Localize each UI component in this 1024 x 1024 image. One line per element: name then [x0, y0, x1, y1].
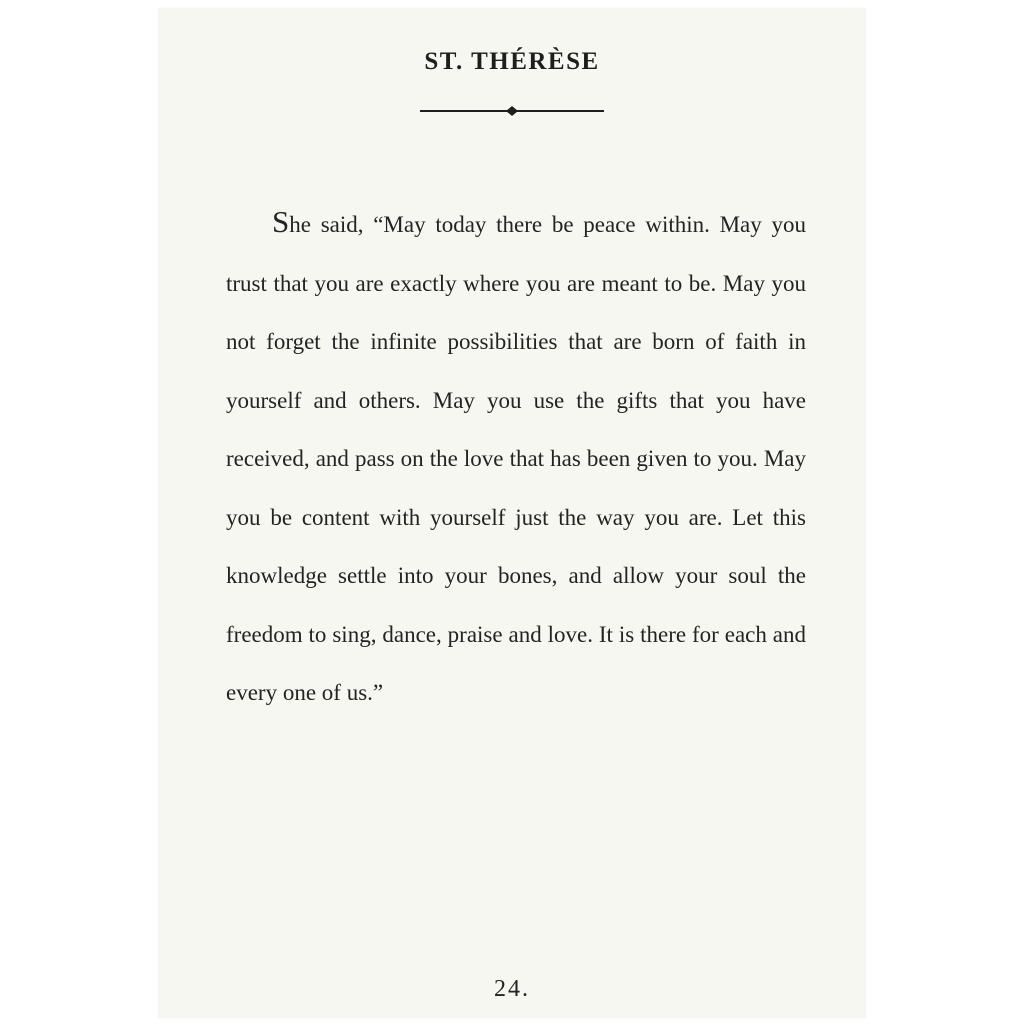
quote-text: he said, “May today there be peace within. May you trust that you are exactly where you are meant to be. May you not forget the infinite possibilities that are born of faith in yourself and others. May you use the gifts that you have received, and pass on the love that has been given to you. May you be content with yourself just the way you are. Let this knowledge settle into your bones, and allow your soul the freedom to sing, dance, praise and love. It is there for each and every one of us.”: [226, 212, 806, 705]
page-title: ST. THÉRÈSE: [424, 48, 600, 75]
drop-cap: S: [272, 204, 290, 239]
book-page: [158, 8, 866, 1018]
quote-paragraph: [226, 193, 806, 723]
diamond-rule-icon: [420, 103, 604, 119]
page-number: 24.: [494, 976, 530, 1002]
